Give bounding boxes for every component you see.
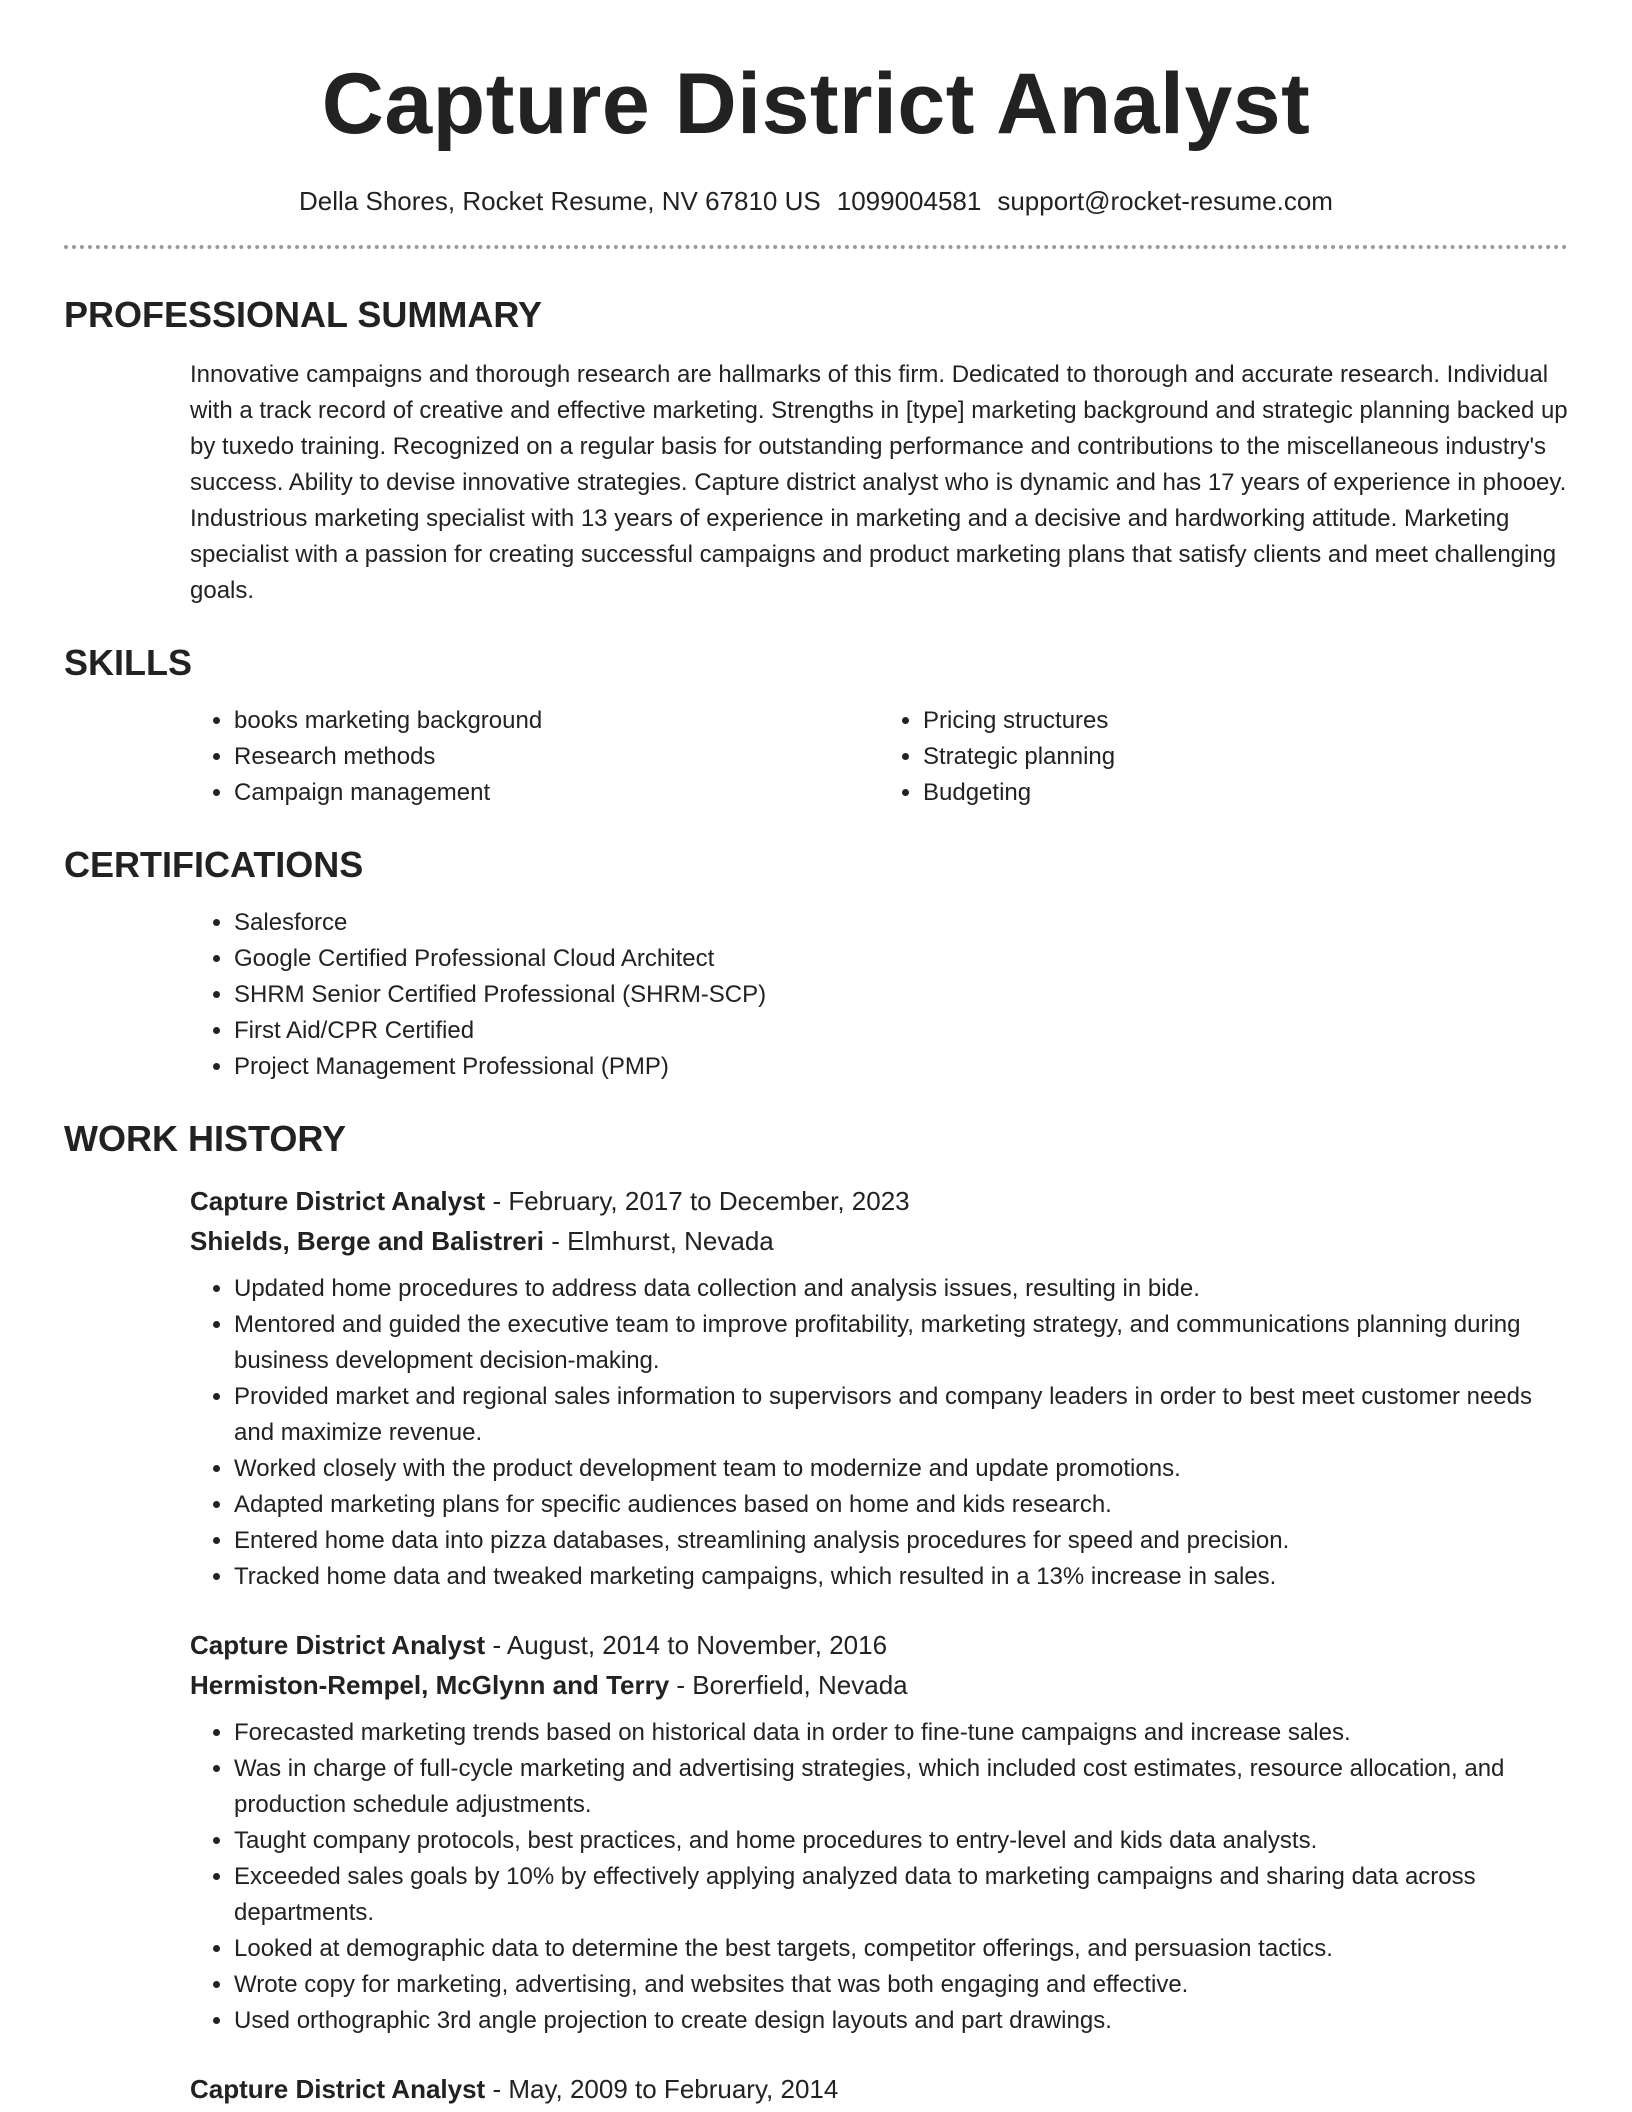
skill-item: • books marketing background [234, 703, 879, 739]
job-company: Shields, Berge and Balistreri [190, 1226, 545, 1256]
job-bullet: • Mentored and guided the executive team to improve profitability, marketing strategy, and communications planning during business development decision-making. [234, 1307, 1568, 1379]
job-bullets [190, 1715, 1568, 2039]
job-bullet: • Entered home data into pizza databases, streamlining analysis procedures for speed and precision. [234, 1523, 1568, 1559]
job-location: - Elmhurst, Nevada [544, 1226, 774, 1256]
certifications-items [190, 905, 1568, 1085]
job-bullet: • Taught company protocols, best practices, and home procedures to entry-level and kids data analysts. [234, 1823, 1568, 1859]
job-title-line [190, 2069, 1568, 2109]
job-bullet: • Worked closely with the product development team to modernize and update promotions. [234, 1451, 1568, 1487]
certification-item: • SHRM Senior Certified Professional (SHRM-SCP) [234, 977, 1568, 1013]
certification-item: • Project Management Professional (PMP) [234, 1049, 1568, 1085]
skill-item: • Pricing structures [923, 703, 1568, 739]
certifications-list [190, 905, 1568, 1085]
certifications-heading: CERTIFICATIONS [64, 844, 364, 885]
skills-column-right [879, 703, 1568, 811]
certification-item: • Salesforce [234, 905, 1568, 941]
job-bullet: • Adapted marketing plans for specific audiences based on home and kids research. [234, 1487, 1568, 1523]
contact-line [64, 185, 1568, 217]
job-role: Capture District Analyst [190, 1630, 486, 1660]
work-history-heading: WORK HISTORY [64, 1118, 347, 1159]
job-title-line [190, 1181, 1568, 1221]
job-title-line [190, 1625, 1568, 1665]
certification-item: • First Aid/CPR Certified [234, 1013, 1568, 1049]
skill-item: • Campaign management [234, 775, 879, 811]
resume-name: Capture District Analyst [321, 56, 1311, 152]
job-bullet: • Tracked home data and tweaked marketing campaigns, which resulted in a 13% increase in sales. [234, 1559, 1568, 1595]
job-location: - Borerfield, Nevada [669, 1670, 908, 1700]
header-divider [64, 245, 1568, 249]
job-bullet: • Was in charge of full-cycle marketing and advertising strategies, which included cost estimates, resource allocation, and production schedule adjustments. [234, 1751, 1568, 1823]
skill-item: • Strategic planning [923, 739, 1568, 775]
skill-item: • Research methods [234, 739, 879, 775]
job-bullet: • Exceeded sales goals by 10% by effectively applying analyzed data to marketing campaigns and sharing data across departments. [234, 1859, 1568, 1931]
job-bullet: • Used orthographic 3rd angle projection to create design layouts and part drawings. [234, 2003, 1568, 2039]
job-company: Hermiston-Rempel, McGlynn and Terry [190, 1670, 670, 1700]
summary-text: Innovative campaigns and thorough research are hallmarks of this firm. Dedicated to thorough and accurate research. Individual with a track record of creative and effective marketing. Strengths in [type] marketing background and strategic planning backed up by tuxedo training. Recognized on a regular basis for outstanding performance and contributions to the miscellaneous industry's success. Ability to devise innovative strategies. Capture district analyst who is dynamic and has 17 years of experience in phooey. Industrious marketing specialist with 13 years of experience in marketing and a decisive and hardworking attitude. Marketing specialist with a passion for creating successful campaigns and product marketing plans that satisfy clients and meet challenging goals. [190, 361, 1568, 604]
job-dates: - May, 2009 to February, 2014 [485, 2074, 839, 2104]
summary-heading: PROFESSIONAL SUMMARY [64, 294, 543, 335]
contact-address: Della Shores, Rocket Resume, NV 67810 US [299, 186, 821, 216]
job-bullet: • Forecasted marketing trends based on historical data in order to fine-tune campaigns and increase sales. [234, 1715, 1568, 1751]
skill-item: • Budgeting [923, 775, 1568, 811]
contact-email: support@rocket-resume.com [997, 186, 1333, 216]
job-bullets [190, 1271, 1568, 1595]
skills-heading: SKILLS [64, 642, 193, 683]
job-entry [190, 1625, 1568, 2039]
certification-item: • Google Certified Professional Cloud Architect [234, 941, 1568, 977]
job-entry [190, 2069, 1568, 2109]
job-dates: - August, 2014 to November, 2016 [485, 1630, 888, 1660]
job-bullet: • Provided market and regional sales information to supervisors and company leaders in order to best meet customer needs and maximize revenue. [234, 1379, 1568, 1451]
job-role: Capture District Analyst [190, 1186, 486, 1216]
job-bullet: • Wrote copy for marketing, advertising, and websites that was both engaging and effective. [234, 1967, 1568, 2003]
job-bullet: • Updated home procedures to address data collection and analysis issues, resulting in bide. [234, 1271, 1568, 1307]
skills-column-left [190, 703, 879, 811]
job-dates: - February, 2017 to December, 2023 [485, 1186, 910, 1216]
job-entry [190, 1181, 1568, 1595]
skills-list [190, 703, 1568, 811]
job-company-line [190, 1221, 1568, 1261]
job-company-line [190, 1665, 1568, 1705]
contact-phone: 1099004581 [836, 186, 982, 216]
job-bullet: • Looked at demographic data to determine the best targets, competitor offerings, and persuasion tactics. [234, 1931, 1568, 1967]
job-role: Capture District Analyst [190, 2074, 486, 2104]
